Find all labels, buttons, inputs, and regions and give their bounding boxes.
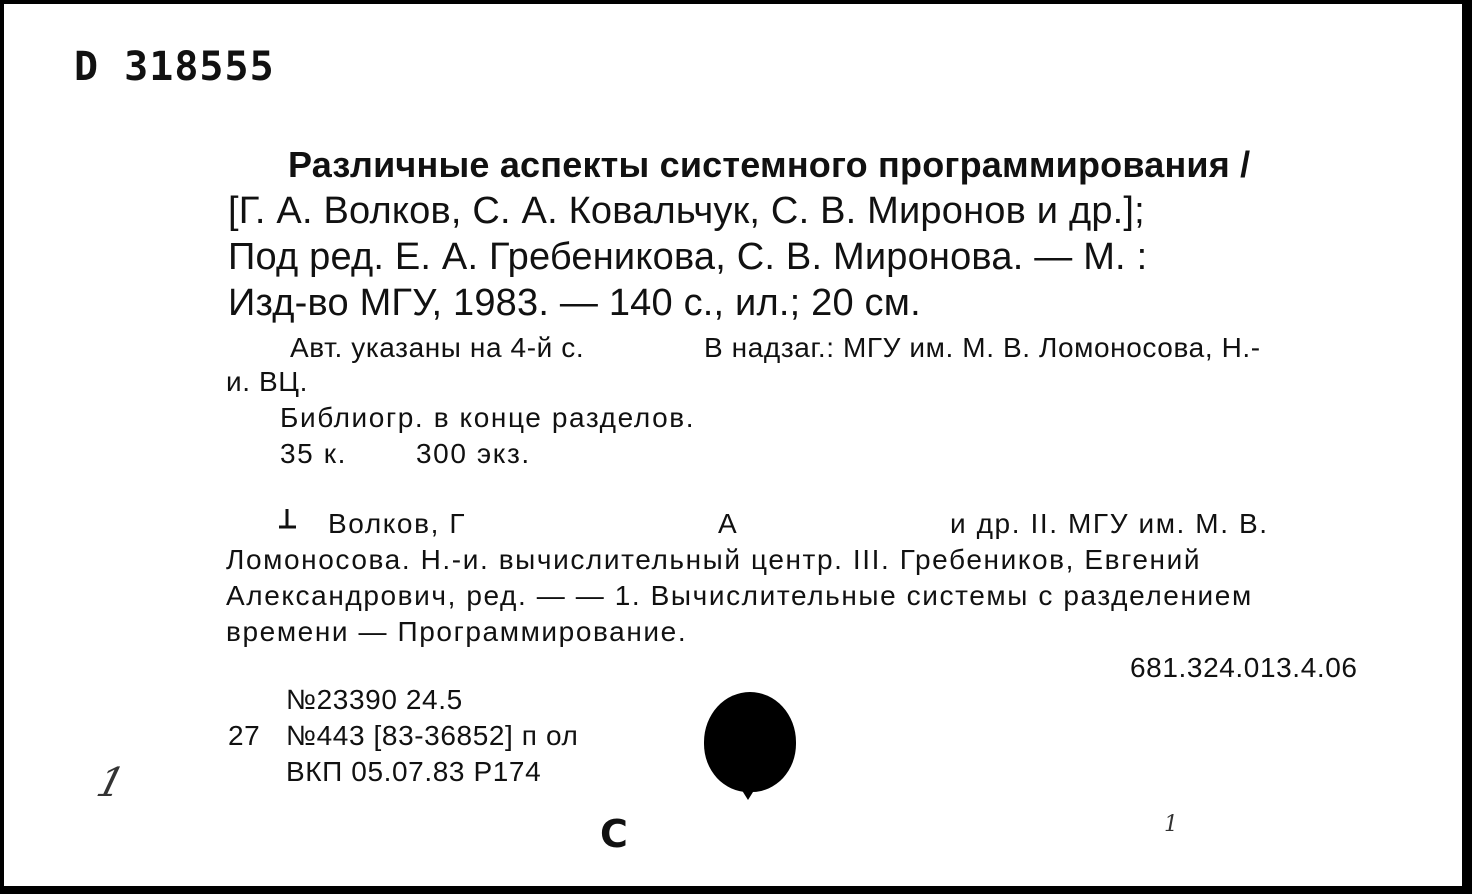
tracing-line-3: Александрович, ред. — — 1. Вычислительные системы с разделением (226, 580, 1253, 611)
ink-stamp-tail (738, 784, 758, 800)
control-line-3: ВКП 05.07.83 Р174 (286, 756, 542, 787)
letter-mark: С (600, 812, 628, 856)
roman-numeral-one-mark (276, 507, 298, 533)
pencil-mark-right: 1 (1164, 812, 1178, 837)
title-line-1: Различные аспекты системного программирования / (288, 144, 1251, 185)
control-line-1: №23390 24.5 (286, 684, 463, 715)
control-line-2: №443 [83-36852] п ол (286, 720, 579, 751)
call-number: D 318555 (74, 44, 275, 90)
notes-price: 35 к. (280, 438, 347, 469)
tracing-line-1-end: и др. II. МГУ им. М. В. (950, 508, 1269, 539)
ink-stamp-icon (704, 692, 796, 792)
catalog-card (4, 4, 1462, 886)
title-line-3: Под ред. Е. А. Гребеникова, С. В. Миронова. — М. : (228, 236, 1148, 278)
notes-authors: Авт. указаны на 4-й с. (290, 332, 585, 363)
tracing-author-initial: А (718, 508, 739, 539)
tracing-line-4: времени — Программирование. (226, 616, 688, 647)
notes-header-cont: и. ВЦ. (226, 366, 308, 397)
title-line-2: [Г. А. Волков, С. А. Ковальчук, С. В. Миронов и др.]; (228, 190, 1145, 232)
control-line-2-number: 27 (228, 720, 261, 751)
pencil-mark-left: 1 (91, 760, 130, 806)
classification-number: 681.324.013.4.06 (1130, 652, 1358, 683)
notes-print-run: 300 экз. (416, 438, 531, 469)
notes-bibliography: Библиогр. в конце разделов. (280, 402, 696, 433)
tracing-author: Волков, Г (328, 508, 467, 539)
tracing-line-2: Ломоносова. Н.-и. вычислительный центр. III. Гребеников, Евгений (226, 544, 1202, 575)
notes-header: В надзаг.: МГУ им. М. В. Ломоносова, Н.- (704, 332, 1261, 363)
title-line-4: Изд-во МГУ, 1983. — 140 с., ил.; 20 см. (228, 282, 921, 324)
